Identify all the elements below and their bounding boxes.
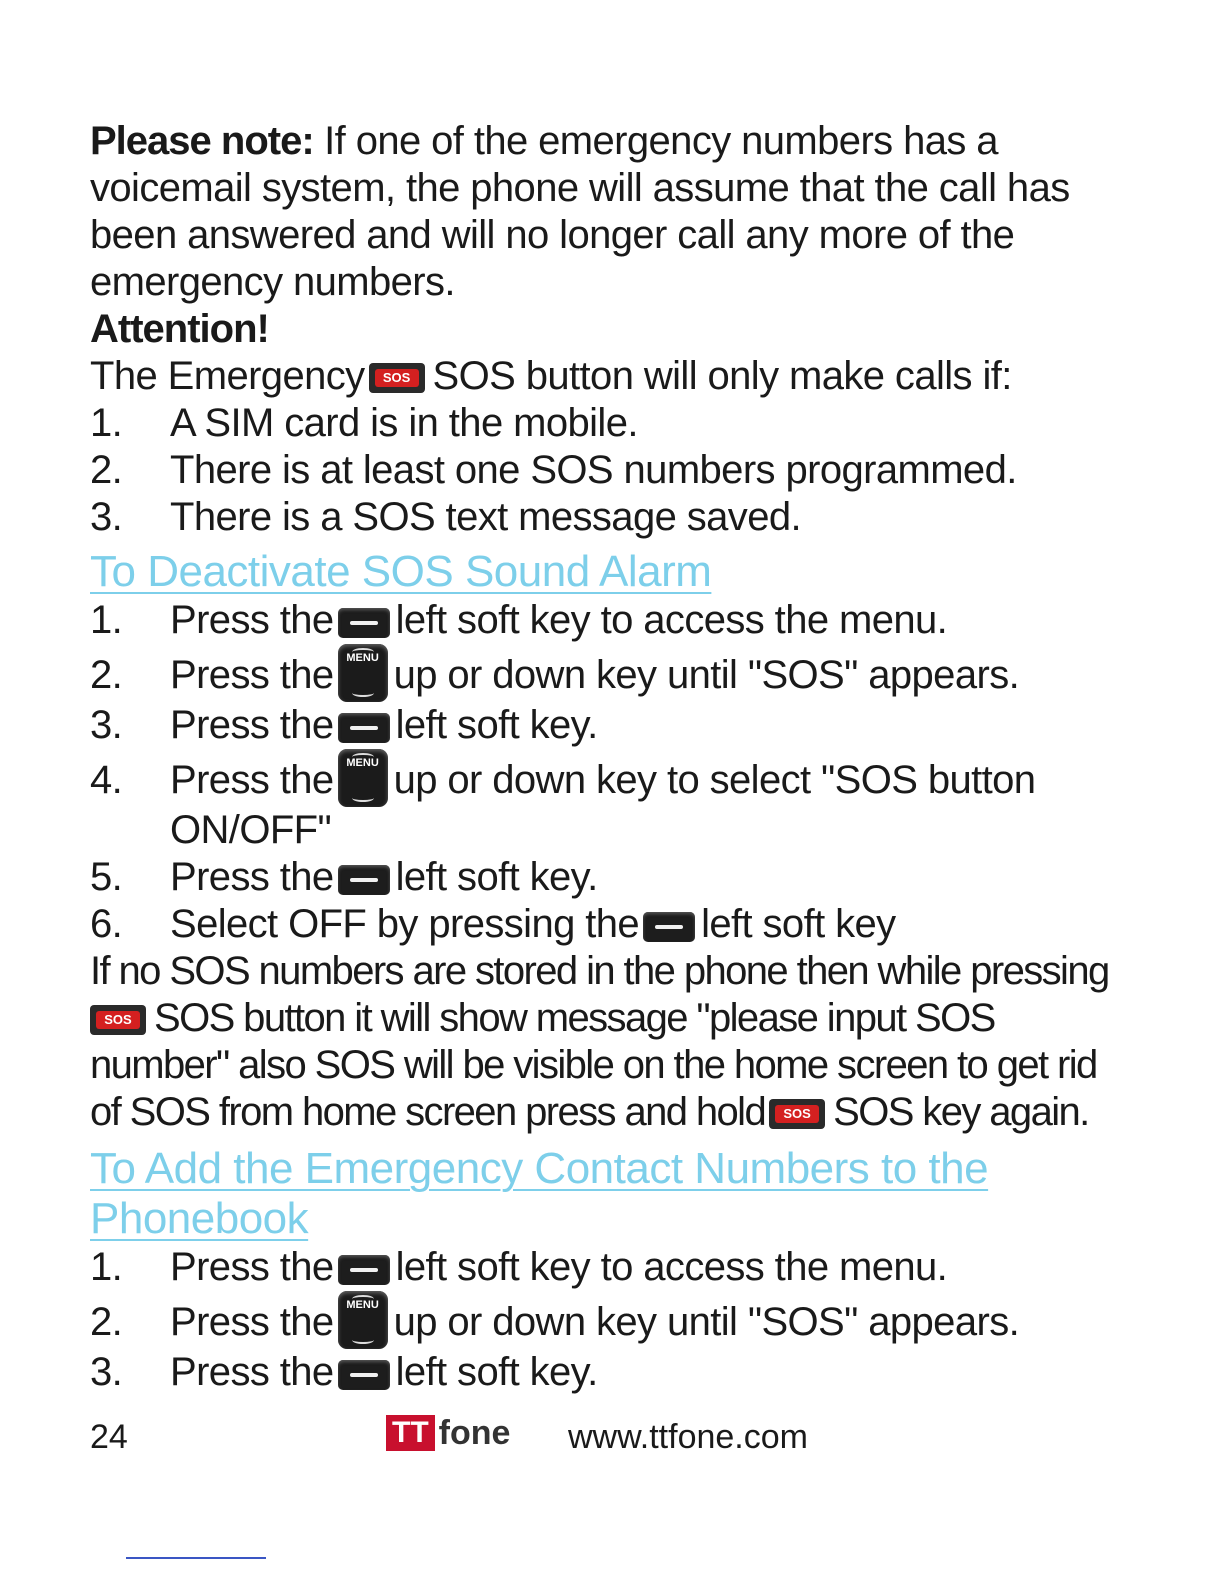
deactivate-step: 1. Press the left soft key to access the menu. [90,598,948,642]
menu-navigation-key-icon: MENU [338,644,388,702]
manual-page [90,118,1130,1396]
add-contacts-step: 1. Press the left soft key to access the menu. [90,1245,948,1289]
attention-item: 3. There is a SOS text message saved. [90,495,802,539]
sos-key-icon: SOS [369,363,425,393]
deactivate-step: 6. Select OFF by pressing the left soft key [90,902,896,946]
left-soft-key-icon [338,1255,390,1285]
attention-title: Attention! [90,307,269,351]
attention-intro: The Emergency SOS SOS button will only make calls if: [90,354,1012,398]
deactivate-step: 4. Press the MENU up or down key to select "SOS button [90,749,1130,807]
add-contacts-heading-line-1[interactable]: To Add the Emergency Contact Numbers to the [90,1144,989,1193]
add-contacts-heading-line-2[interactable]: Phonebook [90,1194,309,1243]
menu-navigation-key-icon: MENU [338,1291,388,1349]
left-soft-key-icon [338,713,390,743]
deactivate-step-continuation: ON/OFF" [170,808,332,852]
sos-info-line-2: SOS SOS button it will show message "please input SOS [90,995,1130,1042]
menu-navigation-key-icon: MENU [338,749,388,807]
deactivate-step: 3. Press the left soft key. [90,703,598,747]
sos-info-line-4: of SOS from home screen press and hold SOS SOS key again. [90,1090,1089,1134]
left-soft-key-icon [338,865,390,895]
deactivate-heading[interactable]: To Deactivate SOS Sound Alarm [90,547,712,596]
note-label: Please note: [90,119,314,163]
ttfone-logo: TT fone [386,1413,510,1457]
page-footer [90,1413,1130,1457]
left-soft-key-icon [338,1360,390,1390]
left-soft-key-icon [643,912,695,942]
sos-info-line-1: If no SOS numbers are stored in the phone then while pressing [90,949,1109,993]
deactivate-step: 5. Press the left soft key. [90,855,598,899]
note-line-3: been answered and will no longer call any more of the [90,213,1015,257]
sos-info-line-3: number" also SOS will be visible on the home screen to get rid [90,1043,1097,1087]
attention-item: 2. There is at least one SOS numbers programmed. [90,448,1017,492]
add-contacts-step: 2. Press the MENU up or down key until "SOS" appears. [90,1291,1130,1349]
website-link[interactable]: www.ttfone.com [568,1418,808,1456]
deactivate-step: 2. Press the MENU up or down key until "SOS" appears. [90,644,1130,702]
add-contacts-step: 3. Press the left soft key. [90,1350,598,1394]
sos-key-icon: SOS [769,1099,825,1129]
note-line-1: Please note: If one of the emergency numbers has a [90,119,998,163]
left-soft-key-icon [338,608,390,638]
note-line-2: voicemail system, the phone will assume that the call has [90,166,1070,210]
sos-key-icon: SOS [90,1005,146,1035]
note-line-4: emergency numbers. [90,260,455,304]
attention-item: 1. A SIM card is in the mobile. [90,401,638,445]
page-number: 24 [90,1418,128,1456]
bottom-divider [126,1557,266,1559]
